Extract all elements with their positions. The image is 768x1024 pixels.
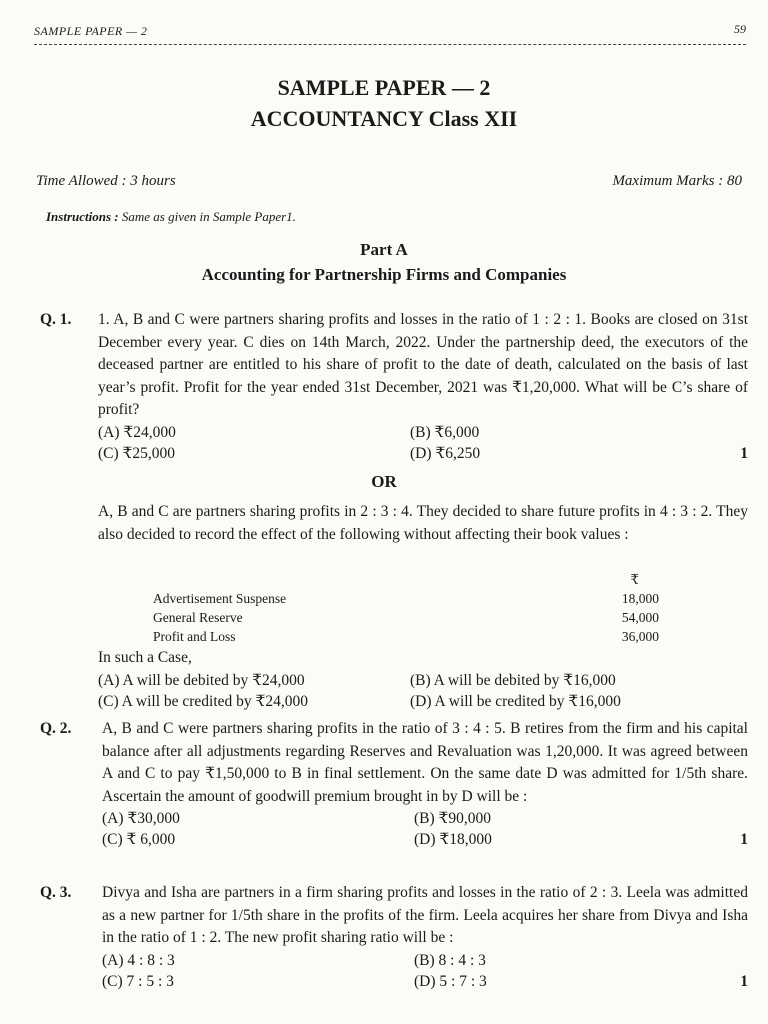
option-row [98, 422, 748, 443]
part-subtitle: Accounting for Partnership Firms and Companies [201, 265, 567, 284]
option-c: (C) ₹ 6,000 [102, 831, 176, 848]
option-row [102, 971, 748, 992]
option-a: (A) ₹24,000 [98, 423, 176, 441]
option-b: (B) ₹90,000 [414, 810, 492, 827]
running-head [34, 22, 746, 45]
option-a: (A) 4 : 8 : 3 [102, 951, 175, 969]
marks: 1 [740, 831, 748, 848]
option-b: (B) A will be debited by ₹16,000 [410, 671, 616, 689]
lead-text: In such a Case, [98, 649, 192, 666]
option-c: (C) ₹25,000 [98, 444, 176, 462]
time-allowed: Time Allowed : 3 hours [36, 173, 176, 189]
option-row [98, 670, 748, 691]
option-row [98, 443, 748, 464]
marks: 1 [740, 972, 748, 990]
question-text: A, B and C were partners sharing profits in the ratio of 3 : 4 : 5. B retires from the firm and his capital balance after all adjustments regarding Reserves and Revaluation was 1,20,000. It was agreed between A and C to pay ₹1,50,000 to B in final settlement. On the same date D was admitted for 1/5th share. Ascertain the amount of goodwill premium brought in by D will be : [102, 720, 748, 805]
or-separator: OR [371, 472, 397, 491]
question-number: Q. 1. [40, 311, 72, 328]
question-number: Q. 3. [40, 884, 72, 901]
table-row [153, 627, 659, 646]
option-b: (B) 8 : 4 : 3 [414, 951, 486, 969]
table-row [153, 608, 659, 627]
question-text: Divya and Isha are partners in a firm sharing profits and losses in the ratio of 2 : 3. Leela was admitted as a new partner for 1/5th share in the profits of the firm. Leela acquires her share from Divya and Isha in the ratio of 1 : 2. The new profit sharing ratio will be : [102, 884, 748, 946]
option-d: (D) ₹6,250 [410, 444, 481, 462]
currency-header: ₹ [630, 572, 639, 587]
question-1-alternative-text: A, B and C are partners sharing profits in 2 : 3 : 4. They decided to share future profits in 4 : 3 : 2. They also decided to record the effect of the following without affecting their book values : [98, 503, 748, 543]
row-amount: 18,000 [621, 591, 659, 606]
option-a: (A) ₹30,000 [102, 810, 180, 827]
running-head-title: SAMPLE PAPER — 2 [34, 24, 148, 38]
option-b: (B) ₹6,000 [410, 423, 480, 441]
option-c: (C) 7 : 5 : 3 [102, 972, 174, 990]
option-row [98, 691, 748, 712]
subject-title: ACCOUNTANCY Class XII [250, 106, 518, 131]
option-c: (C) A will be credited by ₹24,000 [98, 692, 309, 710]
option-row [102, 829, 748, 850]
instructions [46, 209, 296, 225]
question-number: Q. 2. [40, 720, 72, 737]
option-d: (D) 5 : 7 : 3 [414, 972, 487, 990]
row-amount: 54,000 [621, 610, 659, 625]
maximum-marks: Maximum Marks : 80 [612, 173, 742, 189]
instructions-label: Instructions : [46, 209, 119, 224]
table-row [153, 589, 659, 608]
page-number: 59 [734, 22, 746, 36]
row-label: General Reserve [153, 610, 243, 625]
marks: 1 [740, 444, 748, 462]
row-label: Advertisement Suspense [153, 591, 287, 606]
part-heading: Part A [360, 240, 408, 259]
option-a: (A) A will be debited by ₹24,000 [98, 671, 305, 689]
option-row [102, 808, 748, 829]
question-1-alternative-options [98, 647, 748, 712]
question-text: 1. A, B and C were partners sharing profits and losses in the ratio of 1 : 2 : 1. Books are closed on 31st December every year. C dies on 14th March, 2022. Under the partnership deed, the executors of the deceased partner are entitled to his share of profit to the date of death, calculated on the basis of last year’s profit. Profit for the year ended 31st December, 2021 was ₹1,20,000. What will be C’s share of profit? [98, 311, 748, 418]
instructions-text: Same as given in Sample Paper1. [118, 209, 296, 224]
row-label: Profit and Loss [153, 629, 236, 644]
row-amount: 36,000 [621, 629, 659, 644]
option-d: (D) ₹18,000 [414, 831, 492, 848]
option-row [102, 950, 748, 971]
accounts-table [153, 570, 659, 646]
option-d: (D) A will be credited by ₹16,000 [410, 692, 621, 710]
paper-title: SAMPLE PAPER — 2 [277, 75, 491, 100]
